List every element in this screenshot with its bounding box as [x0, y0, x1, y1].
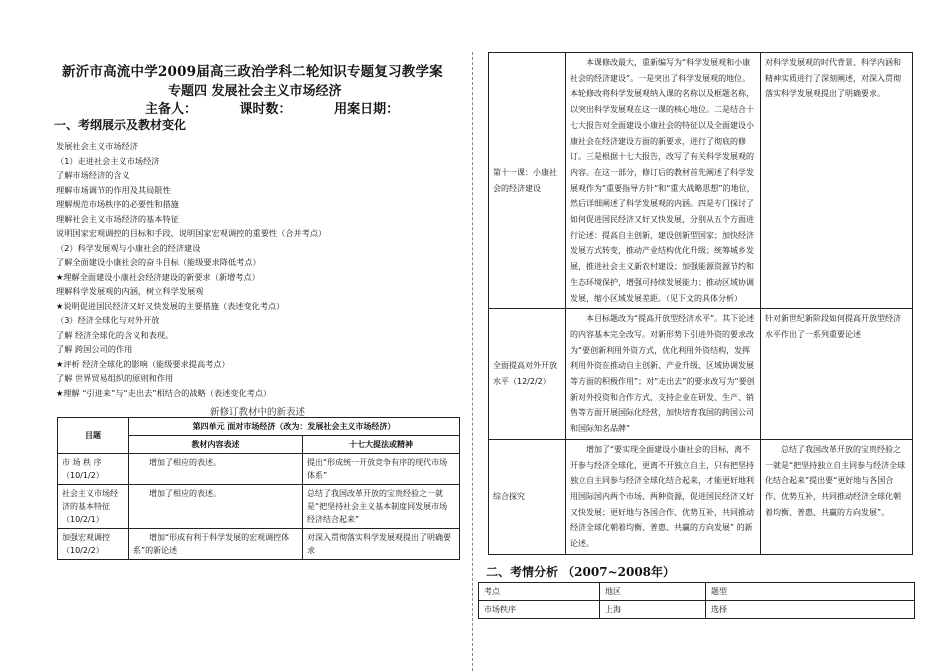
table-row: [58, 454, 460, 485]
spirit-cell: 对深入贯彻落实科学发展观提出了明确要求: [303, 529, 460, 560]
topic-cell: 社会主义市场经济的基本特征（10/2/1）: [58, 485, 129, 529]
content-cell: 本目标题改为“提高开放型经济水平”。其下论述的内容基本完全改写。对新形势下引进外资的要求改为“要创新利用外资方式，优化利用外资结构，发挥利用外资在推动自主创新、产业升级、区域协调发展等方面的积极作用”；对“走出去”的要求改写为“要创新对外投资和合作方式，支持企业在研发、生产、销售等方面开展国际化经营，加快培育我国的跨国公司和国际知名品牌”: [566, 309, 761, 440]
spirit-cell: 总结了我国改革开放的宝贵经验之一就是“把坚持社会主义基本制度同发展市场经济结合起来”: [303, 485, 460, 529]
spirit-cell: 针对新世纪新阶段如何提高开放型经济水平作出了一系列重要论述: [761, 309, 913, 440]
outline-line: ★说明促进国民经济又好又快发展的主要措施（表述变化考点）: [56, 300, 285, 311]
table-row: [58, 529, 460, 560]
outline-line: ★评析 经济全球化的影响（能级要求提高考点）: [56, 358, 230, 369]
outline-line: （1）走进社会主义市场经济: [56, 155, 160, 166]
col-topic-header: 考点: [479, 583, 600, 601]
table-row: [58, 485, 460, 529]
content-cell: 本课修改最大，重新编写为“科学发展观和小康社会的经济建设”。一是突出了科学发展观的地位。本轮修改将科学发展观纳入课的名称以及框题名称，以突出科学发展观在这一课的核心地位。二是结合十七大报告对全面建设小康社会的特征以及全面建设小康社会在经济建设方面的新要求，进行了彻底的修订。三是根据十七大报告，改写了有关科学发展观的内容。在这一部分，修订后的教材首先阐述了科学发展观作为“重要指导方针”和“重大战略思想”的地位，然后详细阐述了科学发展观的内涵。四是专门探讨了如何促进国民经济又好又快发展，分别从五个方面进行论述：提高自主创新，建设创新型国家；加快经济发展方式转变，推动产业结构优化升级；统筹城乡发展，推进社会主义新农村建设；加强能源资源节约和生态环境保护，增强可持续发展能力；推动区域协调发展，缩小区域发展差距。（见下文的具体分析）: [566, 53, 761, 309]
spirit-cell: 对科学发展观的时代背景、科学内涵和精神实质进行了深刻阐述，对深入贯彻落实科学发展观提出了明确要求。: [761, 53, 913, 309]
section2-heading: 二、考情分析 （2007~2008年）: [486, 565, 676, 579]
unit-header: 第四单元 面对市场经济（改为：发展社会主义市场经济）: [129, 418, 460, 436]
content-cell: 增加了“要实现全面建设小康社会的目标，离不开参与经济全球化，更离不开独立自主，只有把坚持独立自主同参与经济全球化结合起来，才能更好地利用国际国内两个市场、两种资源，促进国民经济又好又快发展；更好地与各国合作、优势互补，共同推动经济全球化朝着均衡、普惠、共赢的方向发展” 的新论述。: [566, 439, 761, 554]
spirit-cell: 总结了我国改革开放的宝贵经验之一就是“把坚持独立自主同参与经济全球化结合起来”提出要“更好地与各国合作、优势互补，共同推动经济全球化朝着均衡、普惠、共赢的方向发展”。: [761, 439, 913, 554]
col-region-header: 地区: [600, 583, 706, 601]
outline-line: 理解市场调节的作用及其局限性: [56, 184, 171, 195]
topic-cell: 市场秩序: [479, 601, 600, 619]
author-line: [145, 98, 399, 117]
col-content-header: 教材内容表述: [129, 436, 303, 454]
page-subtitle: 专题四 发展社会主义市场经济: [168, 84, 342, 99]
region-cell: 上海: [600, 601, 706, 619]
topic-cell: 综合探究: [489, 439, 566, 554]
revision-table-continued: [488, 52, 913, 555]
topic-cell: 加强宏观调控（10/2/2）: [58, 529, 129, 560]
spirit-cell: 提出“形成统一开放竞争有序的现代市场体系”: [303, 454, 460, 485]
outline-line: ★理解 “引进来”与“走出去”相结合的战略（表述变化考点）: [56, 387, 272, 398]
outline-line: 说明国家宏观调控的目标和手段，说明国家宏观调控的重要性（合并考点）: [56, 228, 327, 238]
revision-table: [57, 417, 460, 560]
outline-line: 了解 跨国公司的作用: [56, 344, 133, 354]
content-cell: 增加“形成有利于科学发展的宏观调控体系”的新论述: [129, 529, 303, 560]
column-divider: [472, 52, 473, 671]
syllabus-outline: [56, 139, 456, 400]
table-row: [489, 53, 913, 309]
outline-line: 理解科学发展观的内涵，树立科学发展观: [56, 286, 204, 296]
outline-line: 了解 经济全球化的含义和表现。: [56, 329, 174, 340]
table-caption: 新修订教材中的新表述: [210, 407, 306, 418]
col-type-header: 题型: [706, 583, 915, 601]
table-row: [489, 439, 913, 554]
topic-cell: 市 场 秩 序（10/1/2）: [58, 454, 129, 485]
exam-analysis-table: [478, 582, 915, 619]
date-label: 用案日期：: [334, 102, 400, 117]
outline-line: ★理解全面建设小康社会经济建设的新要求（新增考点）: [56, 271, 260, 282]
table-row: [489, 309, 913, 440]
outline-line: （3）经济全球化与对外开放: [56, 315, 160, 325]
outline-line: （2）科学发展观与小康社会的经济建设: [56, 242, 201, 253]
outline-line: 了解 世界贸易组织的原则和作用: [56, 373, 174, 383]
outline-line: 了解市场经济的含义: [56, 170, 130, 180]
col-spirit-header: 十七大提法或精神: [303, 436, 460, 454]
outline-line: 了解全面建设小康社会的奋斗目标（能级要求降低考点）: [56, 257, 261, 267]
content-cell: 增加了相应的表述。: [129, 485, 303, 529]
outline-line: 理解社会主义市场经济的基本特征: [56, 213, 179, 224]
table-row: [479, 601, 915, 619]
hours-label: 课时数：: [239, 102, 292, 117]
section1-heading: 一、考纲展示及教材变化: [54, 118, 187, 132]
outline-line: 理解规范市场秩序的必要性和措施: [56, 199, 179, 209]
page-title: 新沂市高流中学2009届高三政治学科二轮知识专题复习教学案: [62, 64, 443, 80]
outline-line: 发展社会主义市场经济: [56, 141, 138, 151]
type-cell: 选择: [706, 601, 915, 619]
content-cell: 增加了相应的表述。: [129, 454, 303, 485]
col-topic-header: 目题: [58, 418, 129, 454]
preparer-label: 主备人：: [145, 102, 198, 117]
topic-cell: 全面提高对外开放水平（12/2/2）: [489, 309, 566, 440]
topic-cell: 第十一课：小康社会的经济建设: [489, 53, 566, 309]
